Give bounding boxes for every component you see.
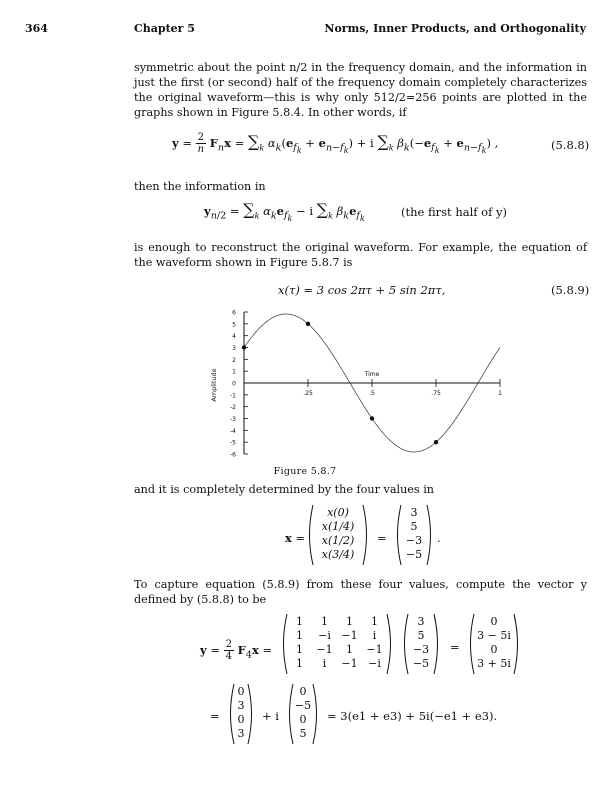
f4-cell: −i [318, 629, 331, 642]
f4-cell: −1 [341, 657, 358, 670]
y-tick-label: 4 [232, 333, 236, 341]
paragraph-4: and it is completely determined by the four values in [134, 483, 434, 496]
imag-part-entry: −5 [294, 699, 312, 712]
first-half-note: (the first half of y) [401, 205, 507, 219]
f4-cell: 1 [346, 615, 353, 628]
x-value: −5 [412, 657, 430, 670]
paragraph-3: is enough to reconstruct the original waveform. For example, the equation of the waveform shown in Figure 5.8.7 is [134, 241, 587, 269]
x-value: 5 [417, 629, 425, 642]
equation-number-5-8-9: (5.8.9) [551, 283, 590, 297]
y-tick-label: -2 [230, 404, 236, 412]
f4-cell: −1 [316, 643, 333, 656]
sample-point [434, 440, 438, 444]
x-value: 5 [410, 520, 418, 533]
y-result-entry: 0 [490, 643, 498, 656]
imag-part-entry: 0 [299, 685, 307, 698]
y-result-entry: 3 + 5i [477, 657, 511, 670]
y-result-entry: 0 [490, 615, 498, 628]
y-tick-label: -4 [230, 427, 236, 435]
f4-cell: 1 [296, 615, 303, 628]
book-page: 364 Chapter 5 Norms, Inner Products, and Orthogonality symmetric about the point n/2 in the frequency domain, and the information in just the first (or second) half of the frequency domain completely characterizes the original waveform—this is why only 512/2=256 points are plotted in the graphs shown in Figure 5.8.4. In other words, if y = 2 n $F_nx = \sum_k$ $\alpha_k(e_{f_k} + e_{n-f_k}) + i$ $\sum_k$ $\beta_k(-e_{f_k} + e_{n-f_k})$ , (5.8.8) then the information in $y_{n/2} = \sum_k$ $\alpha_ke_{f_k} - i$ $\sum_k$ $\beta_ke_{f_k}$ (the first half of y) is enough to reconstruct the original waveform. For example, the equation of the waveform shown in Figure 5.8.7 is x(τ) = 3 cos 2πτ + 5 sin 2πτ, (5.8.9) 6 5 4 3 2 1 0 -1 -2 -3 -4 -5 -6 .25 .5 .75 1 Time Amplitude Figure 5.8.7 and it is completely determined by the four values in x = x(0) x(1/4) x(1/2) x(3/4) = 3 5 −3 −5 . To capture equation (5.8.9) from these four values, compute the vector y defined by (5.8.8) to be y = 2 4 $F_4x$ = 1 1 1 1 1 −i −1 i 1 −1 1 −1 1 i −1 −i 3 5 −3 −5 = 0 3 − 5i 0 3 + 5i = 0 3 0 3 + i 0 −5 0 5 = 3(e1 + e3) + 5i(−e1 + e3). [0, 0, 610, 800]
x-value: 3 [417, 615, 425, 628]
y-tick-label: -1 [230, 392, 236, 400]
equation-5-8-9: x(τ) = 3 cos 2πτ + 5 sin 2πτ, [278, 283, 446, 297]
real-part-entry: 0 [237, 713, 245, 726]
y-tick-label: 5 [232, 321, 236, 329]
real-part-entry: 3 [237, 727, 245, 740]
y-tick-label: 0 [232, 380, 236, 388]
x-value: −3 [405, 534, 423, 547]
sample-point [306, 322, 310, 326]
x-entry: x(3/4) [321, 548, 355, 561]
f4-cell: 1 [321, 615, 328, 628]
x-value: −5 [405, 548, 423, 561]
x-value: −3 [412, 643, 430, 656]
f4-cell: 1 [346, 643, 353, 656]
x-entry: x(1/4) [321, 520, 355, 533]
y-tick-label: 2 [232, 356, 236, 364]
x-entry: x(0) [327, 506, 349, 519]
paragraph-5: To capture equation (5.8.9) from these four values, compute the vector y defined by (5.8.8) to be [134, 578, 587, 606]
y-tick-label: 6 [232, 309, 236, 317]
f4-cell: 1 [296, 657, 303, 670]
x-entry: x(1/2) [321, 534, 355, 547]
x-tick-label: .25 [303, 390, 313, 397]
real-part-entry: 3 [237, 699, 245, 712]
real-part-entry: 0 [237, 685, 245, 698]
f4-cell: i [372, 629, 377, 642]
f4-cell: −1 [341, 629, 358, 642]
y-tick-label: 3 [232, 345, 236, 352]
imag-part-entry: 5 [299, 727, 307, 740]
page-number: 364 [25, 22, 48, 35]
f4-cell: 1 [296, 629, 303, 642]
y-tick-label: -3 [230, 416, 236, 423]
chapter-label: Chapter 5 [134, 22, 195, 35]
equation-5-8-8: y = 2 n $F_nx = \sum_k$ $\alpha_k(e_{f_k} + e_{n-f_k}) + i$ $\sum_k$ $\beta_k(-e_{f_k} + e_{n-f_k})$ , [172, 132, 499, 156]
equation-y-half: $y_{n/2} = \sum_k$ $\alpha_ke_{f_k} - i$ $\sum_k$ $\beta_ke_{f_k}$ [204, 200, 365, 224]
x-value: 3 [410, 506, 418, 519]
f4-cell: 1 [296, 643, 303, 656]
f4-cell: −i [368, 657, 381, 670]
waveform-chart [200, 300, 520, 465]
final-expression: = 3(e1 + e3) + 5i(−e1 + e3). [327, 709, 498, 723]
y-axis-label: Amplitude [210, 368, 218, 402]
y-result-entry: 3 − 5i [477, 629, 511, 642]
y-tick-label: 1 [232, 368, 236, 376]
y-tick-label: -6 [230, 451, 236, 459]
f4-cell: i [322, 657, 327, 670]
paragraph-1: symmetric about the point n/2 in the frequency domain, and the information in just the first (or second) half of the frequency domain completely characterizes the original waveform—this is why only 512/2=256 points are plotted in the graphs shown in Figure 5.8.4. In other words, if [134, 61, 587, 119]
sample-point [242, 345, 246, 349]
x-tick-label: 1 [498, 390, 502, 397]
equation-number-5-8-8: (5.8.8) [551, 138, 590, 152]
figure-caption: Figure 5.8.7 [273, 466, 337, 477]
f4-cell: 1 [371, 615, 378, 628]
x-axis-label: Time [364, 371, 380, 378]
f4-cell: −1 [366, 643, 383, 656]
sample-point [370, 416, 374, 420]
y-tick-label: -5 [230, 439, 236, 447]
paragraph-2: then the information in [134, 180, 266, 193]
chapter-title: Norms, Inner Products, and Orthogonality [324, 22, 586, 35]
x-tick-label: .75 [431, 390, 441, 397]
imag-part-entry: 0 [299, 713, 307, 726]
x-tick-label: .5 [369, 390, 375, 397]
